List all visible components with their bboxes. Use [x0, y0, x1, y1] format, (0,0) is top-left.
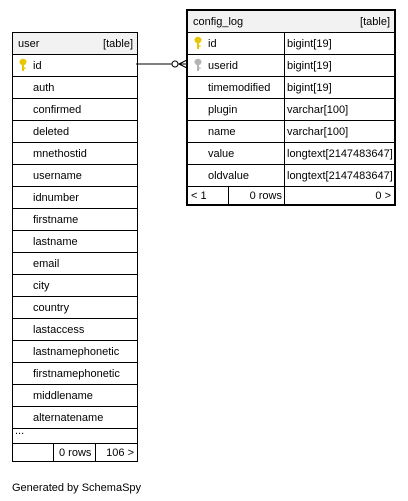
- column-type: bigint[19]: [284, 77, 394, 98]
- column-name: firstnamephonetic: [33, 368, 120, 380]
- zero-optionality-marker: [172, 61, 178, 67]
- column-type: bigint[19]: [284, 55, 394, 76]
- crows-foot-lower: [179, 64, 187, 68]
- column-name: oldvalue: [208, 170, 249, 182]
- column-name: plugin: [208, 104, 238, 116]
- table-name: user: [18, 38, 40, 50]
- column-name: deleted: [33, 126, 70, 138]
- ellipsis-text: ...: [15, 425, 25, 437]
- row-count: 0 rows: [249, 190, 282, 202]
- column-type: bigint[19]: [284, 33, 394, 54]
- generated-by-note: Generated by SchemaSpy: [12, 482, 142, 494]
- column-name: lastname: [33, 236, 78, 248]
- children-count: 106 >: [106, 447, 134, 459]
- column-name: userid: [208, 60, 238, 72]
- column-name: name: [208, 126, 236, 138]
- column-name: alternatename: [33, 412, 104, 424]
- column-name: username: [33, 170, 82, 182]
- column-name: firstname: [33, 214, 79, 226]
- crows-foot-upper: [179, 60, 187, 64]
- column-name: auth: [33, 82, 55, 94]
- column-name: lastnamephonetic: [33, 346, 120, 358]
- row-count: 0 rows: [59, 447, 92, 459]
- table-name: config_log: [193, 16, 244, 28]
- column-name: confirmed: [33, 104, 82, 116]
- column-type: longtext[2147483647]: [284, 165, 394, 186]
- column-type: longtext[2147483647]: [284, 143, 394, 164]
- table-kind: [table]: [360, 16, 390, 28]
- column-name: lastaccess: [33, 324, 85, 336]
- column-type: varchar[100]: [284, 99, 394, 120]
- column-name: id: [33, 60, 42, 72]
- column-name: city: [33, 280, 50, 292]
- column-name: country: [33, 302, 70, 314]
- column-name: idnumber: [33, 192, 79, 204]
- column-name: email: [33, 258, 60, 270]
- children-count: 0 >: [375, 190, 391, 202]
- column-type: varchar[100]: [284, 121, 394, 142]
- column-name: mnethostid: [33, 148, 87, 160]
- column-name: id: [208, 38, 217, 50]
- table-kind: [table]: [103, 38, 133, 50]
- parents-count[interactable]: < 1: [191, 190, 207, 202]
- column-name: timemodified: [208, 82, 271, 94]
- column-name: middlename: [33, 390, 93, 402]
- column-name: value: [208, 148, 235, 160]
